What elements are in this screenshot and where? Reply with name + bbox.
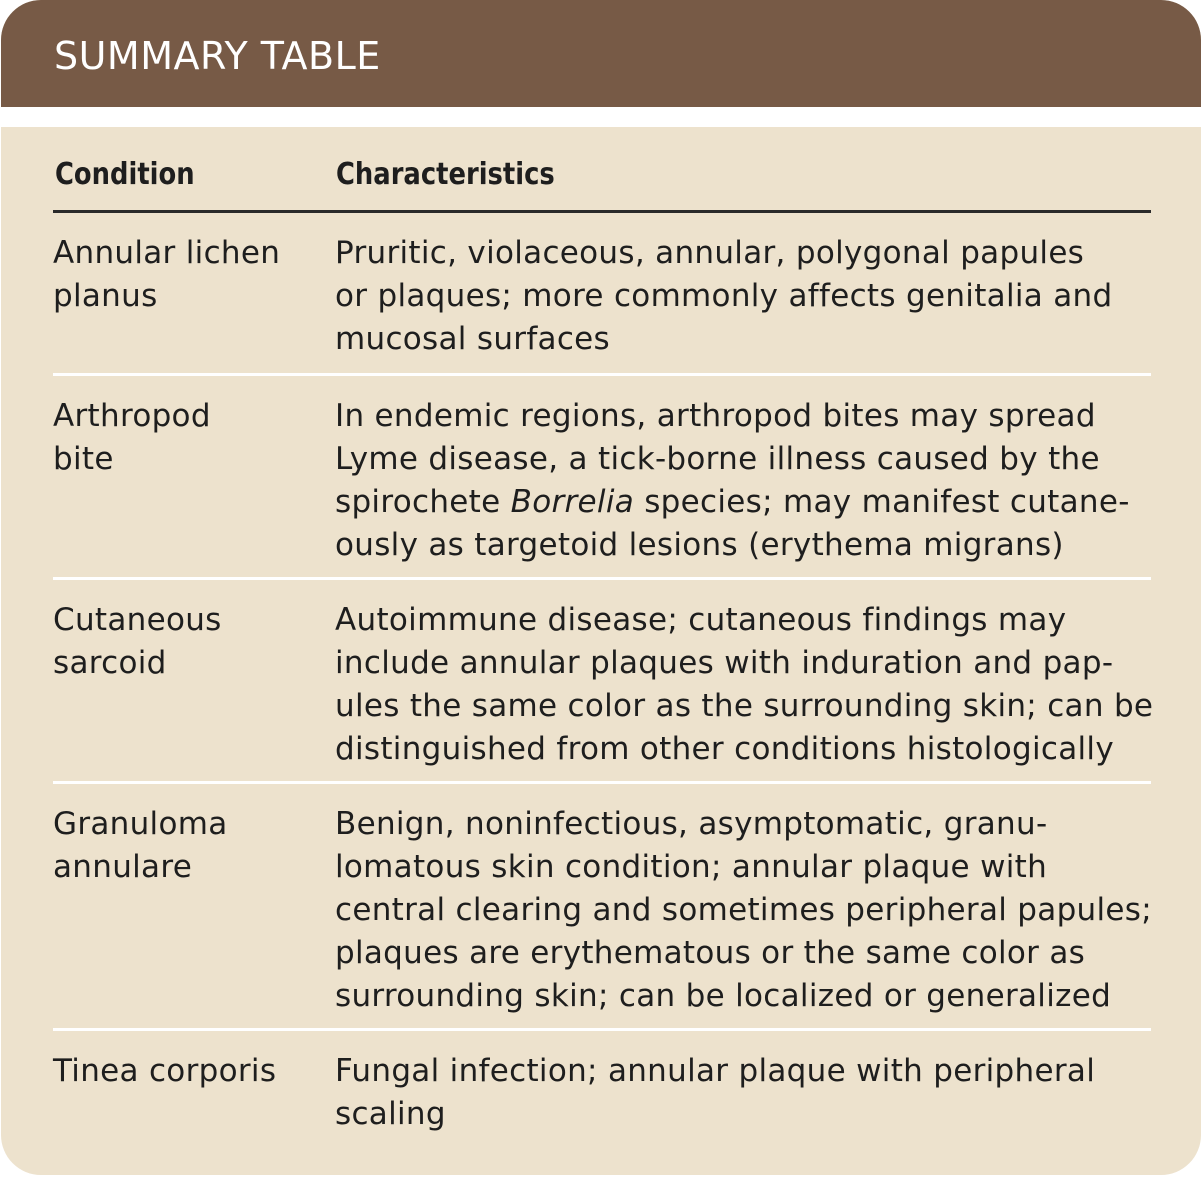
characteristics-cell	[335, 599, 1155, 771]
condition-cell	[53, 1050, 315, 1093]
characteristics-cell	[335, 232, 1155, 361]
table-column-headers	[53, 127, 1151, 213]
characteristics-cell	[335, 1050, 1155, 1136]
condition-cell	[53, 803, 315, 889]
condition-cell	[53, 599, 315, 685]
characteristics-line: mucosal surfaces	[335, 321, 610, 357]
condition-line: Tinea corporis	[53, 1053, 277, 1089]
characteristics-line: Fungal infection; annular plaque with peripheral	[335, 1053, 1096, 1089]
table-row	[53, 784, 1151, 1031]
characteristics-line: Pruritic, violaceous, annular, polygonal papules	[335, 235, 1085, 271]
characteristics-line: distinguished from other conditions histologically	[335, 731, 1114, 767]
condition-line: Annular lichen	[53, 235, 281, 271]
characteristics-line: scaling	[335, 1096, 446, 1132]
genus-name-italic: Borrelia	[510, 484, 635, 520]
characteristics-line: or plaques; more commonly affects genitalia and	[335, 278, 1113, 314]
column-header-condition: Condition	[55, 157, 195, 192]
table-row	[53, 376, 1151, 580]
condition-cell	[53, 395, 315, 481]
characteristics-line: Lyme disease, a tick-borne illness caused by the	[335, 441, 1100, 477]
characteristics-line: include annular plaques with induration and pap-	[335, 645, 1114, 681]
characteristics-line: ously as targetoid lesions (erythema migrans)	[335, 527, 1064, 563]
characteristics-text: species; may manifest cutane-	[634, 484, 1130, 520]
table-row	[53, 1031, 1151, 1175]
characteristics-line: plaques are erythematous or the same color as	[335, 935, 1086, 971]
characteristics-text: spirochete	[335, 484, 511, 520]
characteristics-line: Benign, noninfectious, asymptomatic, granu-	[335, 806, 1048, 842]
summary-table	[53, 127, 1154, 1175]
characteristics-cell	[335, 803, 1155, 1018]
condition-line: planus	[53, 278, 158, 314]
table-header-bar	[1, 0, 1201, 107]
condition-line: sarcoid	[53, 645, 167, 681]
condition-line: annulare	[53, 849, 193, 885]
table-row	[53, 213, 1151, 376]
table-title: SUMMARY TABLE	[54, 34, 381, 78]
characteristics-line: surrounding skin; can be localized or generalized	[335, 978, 1112, 1014]
summary-table-card	[1, 0, 1201, 1175]
characteristics-line: In endemic regions, arthropod bites may spread	[335, 398, 1096, 434]
column-header-characteristics: Characteristics	[336, 157, 555, 192]
characteristics-line: central clearing and sometimes peripheral papules;	[335, 892, 1152, 928]
condition-cell	[53, 232, 315, 318]
header-gap	[1, 107, 1201, 127]
characteristics-cell	[335, 395, 1155, 567]
condition-line: Cutaneous	[53, 602, 222, 638]
characteristics-line: Autoimmune disease; cutaneous findings may	[335, 602, 1067, 638]
characteristics-line: ules the same color as the surrounding skin; can be	[335, 688, 1154, 724]
condition-line: Arthropod	[53, 398, 211, 434]
characteristics-line-with-italic	[335, 481, 1155, 524]
table-row	[53, 580, 1154, 784]
characteristics-line: lomatous skin condition; annular plaque with	[335, 849, 1048, 885]
condition-line: bite	[53, 441, 114, 477]
condition-line: Granuloma	[53, 806, 228, 842]
